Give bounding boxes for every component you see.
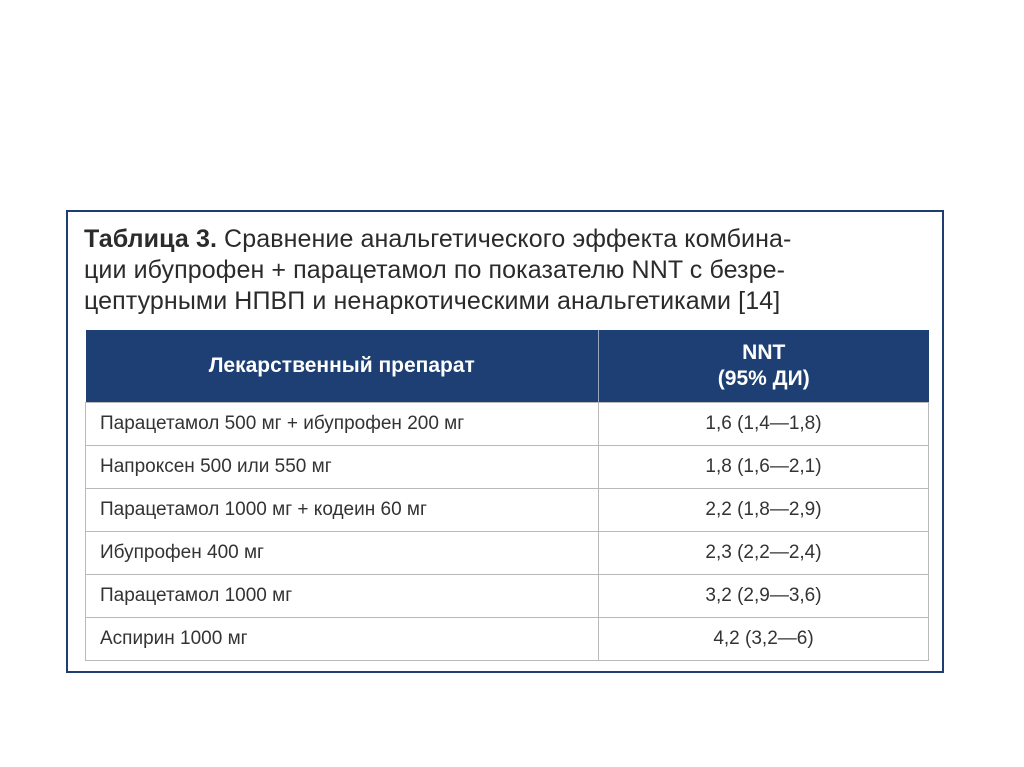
table-row: [86, 489, 929, 532]
drug-cell: Парацетамол 500 мг + ибупрофен 200 мг: [86, 403, 599, 446]
table-frame: [66, 210, 944, 673]
caption-line-2: ции ибупрофен + парацетамол по показателю NNT с безре-: [84, 256, 786, 284]
drug-cell: Парацетамол 1000 мг + кодеин 60 мг: [86, 489, 599, 532]
table-row: [86, 446, 929, 489]
header-nnt: [599, 330, 929, 403]
table-header-row: [86, 330, 929, 403]
header-nnt-line-1: NNT: [742, 341, 786, 364]
nnt-cell: 2,3 (2,2—2,4): [599, 532, 929, 575]
caption-line-1: [84, 224, 934, 255]
caption-label: Таблица 3.: [84, 225, 217, 253]
nnt-cell: 2,2 (1,8—2,9): [599, 489, 929, 532]
nnt-cell: 1,6 (1,4—1,8): [599, 403, 929, 446]
table-row: [86, 532, 929, 575]
drug-cell: Парацетамол 1000 мг: [86, 575, 599, 618]
table-row: [86, 403, 929, 446]
nnt-table: [85, 330, 929, 661]
nnt-cell: 4,2 (3,2—6): [599, 618, 929, 661]
nnt-cell: 3,2 (2,9—3,6): [599, 575, 929, 618]
header-drug: Лекарственный препарат: [86, 330, 599, 403]
drug-cell: Напроксен 500 или 550 мг: [86, 446, 599, 489]
drug-cell: Аспирин 1000 мг: [86, 618, 599, 661]
header-nnt-line-2: (95% ДИ): [717, 367, 810, 390]
caption-text-1: Сравнение анальгетического эффекта комбина-: [224, 225, 792, 253]
table-caption: [84, 224, 934, 317]
table-row: [86, 575, 929, 618]
nnt-cell: 1,8 (1,6—2,1): [599, 446, 929, 489]
caption-line-3: цептурными НПВП и ненаркотическими анальгетиками [14]: [84, 287, 781, 315]
table-row: [86, 618, 929, 661]
drug-cell: Ибупрофен 400 мг: [86, 532, 599, 575]
